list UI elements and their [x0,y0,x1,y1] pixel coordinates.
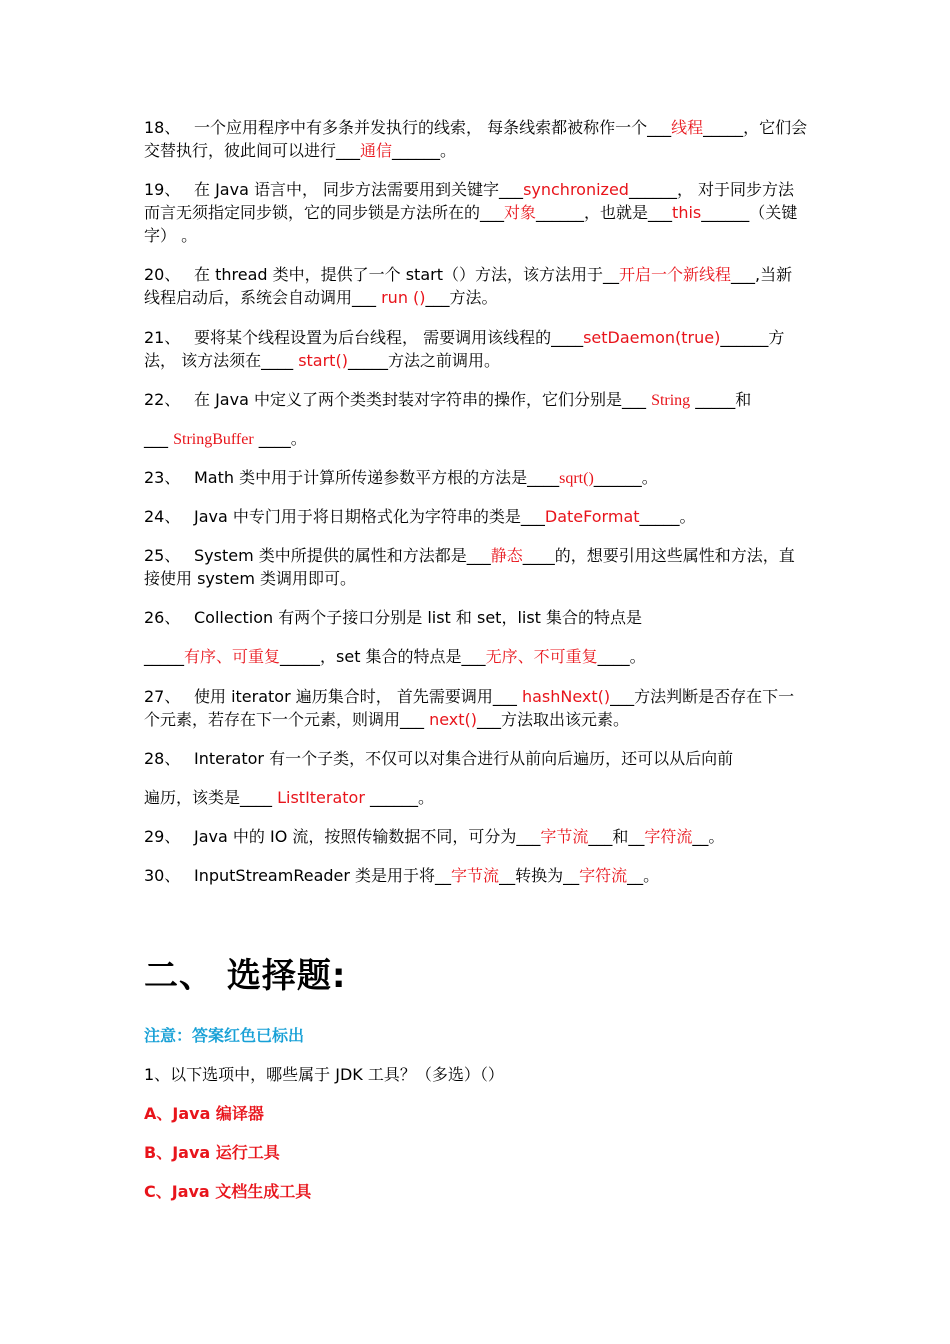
answer: hashNext() [521,687,611,706]
question-23: 23、 Math 类中用于计算所传递参数平方根的方法是____sqrt()______。 [144,468,658,487]
answer: 字节流 [540,827,589,846]
answer: 无序、不可重复 [485,647,598,666]
answer: sqrt() [559,470,594,487]
answer: DateFormat [544,507,640,526]
question-22: 22、 在 Java 中定义了两个类类封装对字符串的操作，它们分别是___ String _____和 [144,390,752,409]
answer: 通信 [360,141,393,160]
question-29: 29、 Java 中的 IO 流，按照传输数据不同，可分为___字节流___和__字符流__。 [144,827,725,846]
answer: setDaemon(true) [583,328,721,347]
answer: ListIterator [277,788,365,807]
question-26: 26、 Collection 有两个子接口分别是 list 和 set，list 集合的特点是 [144,608,643,627]
question-20: 20、 在 thread 类中，提供了一个 start（）方法，该方法用于__开启一个新线程___,当新线程启动后，系统会自动调用___ run ()___方法。 [144,265,793,307]
option-c: C、Java 文档生成工具 [144,1182,312,1201]
option-b: B、Java 运行工具 [144,1143,280,1162]
answer: 开启一个新线程 [618,265,731,284]
answer: String [651,392,691,409]
answer: synchronized [523,180,629,199]
answer: StringBuffer [173,431,254,448]
question-28-line-2: 遍历，该类是____ ListIterator ______。 [144,788,435,807]
question-22-line-2: ___ StringBuffer ____。 [144,429,307,448]
choice-question-1: 1、以下选项中，哪些属于 JDK 工具？（多选）（） [144,1065,504,1084]
answer: this [672,203,702,222]
question-25: 25、 System 类中所提供的属性和方法都是___静态____的，想要引用这些属性和方法，直接使用 system 类调用即可。 [144,546,795,588]
answer: 静态 [490,546,523,565]
question-30: 30、 InputStreamReader 类是用于将__字节流__转换为__字符流__。 [144,866,660,885]
question-24: 24、 Java 中专门用于将日期格式化为字符串的类是___DateFormat_____。 [144,507,696,526]
option-a: A、Java 编译器 [144,1104,264,1123]
answer: next() [429,710,478,729]
answer-note: 注意：答案红色已标出 [144,1026,305,1045]
question-28: 28、 Interator 有一个子类，不仅可以对集合进行从前向后遍历，还可以从后向前 [144,749,734,768]
question-27: 27、 使用 iterator 遍历集合时， 首先需要调用___ hashNext()___方法判断是否存在下一个元素，若存在下一个元素，则调用___ next()___方法取出该元素。 [144,687,795,729]
answer: 有序、可重复 [184,647,281,666]
question-21: 21、 要将某个线程设置为后台线程， 需要调用该线程的____setDaemon(true)______方法， 该方法须在____ start()_____方法之前调用。 [144,328,785,370]
question-18: 18、 一个应用程序中有多条并发执行的线索， 每条线索都被称作一个___线程_____，它们会交替执行，彼此间可以进行___通信______。 [144,118,808,160]
answer: 字节流 [451,866,500,885]
question-26-line-2: _____有序、可重复_____，set 集合的特点是___无序、不可重复____。 [144,647,646,666]
answer: run () [381,288,426,307]
answer: 对象 [504,203,537,222]
answer: 字符流 [579,866,628,885]
section-title: 二、 选择题: [144,956,347,996]
answer: 字符流 [644,827,693,846]
answer: 线程 [671,118,704,137]
question-19: 19、 在 Java 语言中， 同步方法需要用到关键字___synchronized______， 对于同步方法而言无须指定同步锁，它的同步锁是方法所在的___对象______，也就是___this______（关键字） 。 [144,180,798,245]
answer: start() [298,351,348,370]
